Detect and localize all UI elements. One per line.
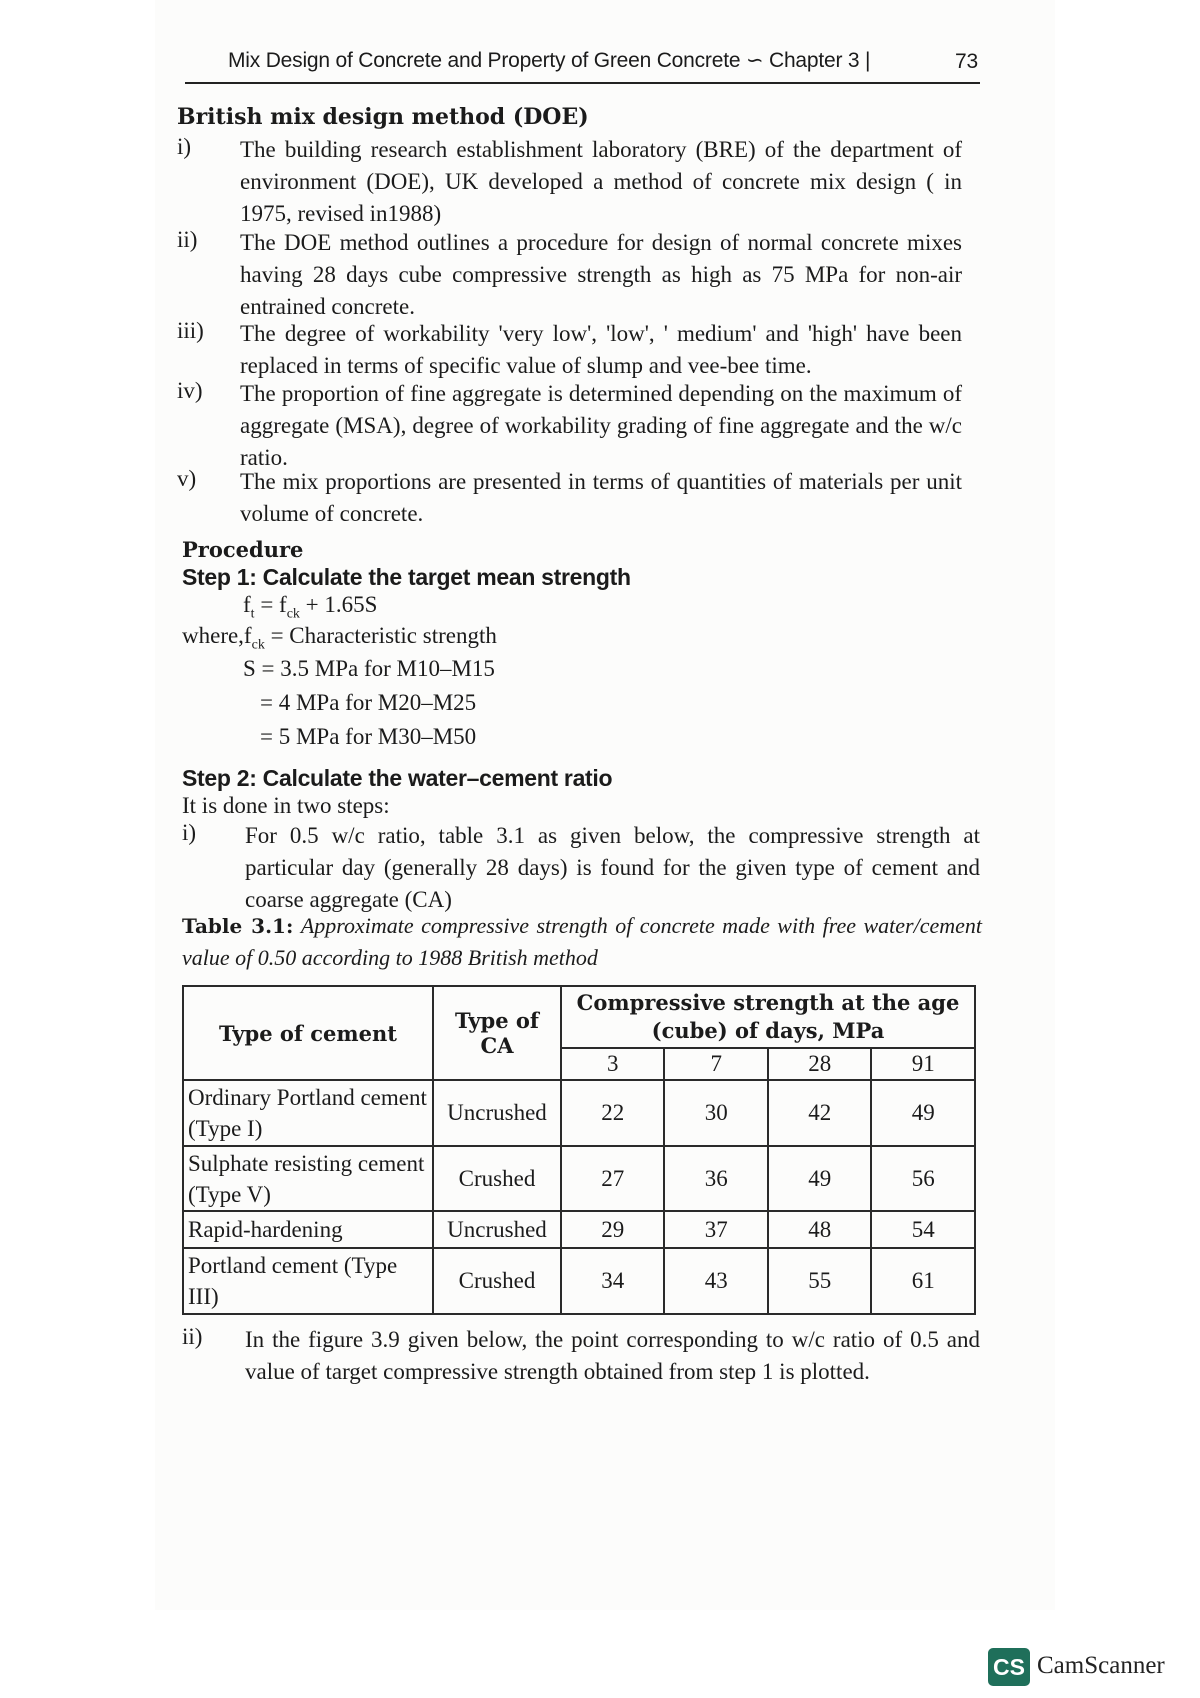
table-row: [183, 1080, 975, 1146]
age-28: 28: [768, 1048, 871, 1081]
item-text: The degree of workability 'very low', 'low', ' medium' and 'high' have been replaced in terms of specific value of slump and vee-bee time.: [240, 321, 962, 378]
s-value-line-3: = 5 MPa for M30–M50: [260, 724, 477, 749]
eq-rhs: + 1.65S: [299, 592, 378, 617]
camscanner-logo-icon: CS: [988, 1648, 1030, 1686]
target-strength-equation: [243, 592, 377, 623]
item-text: The proportion of fine aggregate is determined depending on the maximum of aggregate (MSA), degree of workability grading of fine aggregate and the w/c ratio.: [240, 381, 962, 470]
cell-value: 22: [561, 1080, 664, 1146]
table-row: [183, 1211, 975, 1248]
cell-ca: Uncrushed: [433, 1211, 561, 1248]
cell-value: 30: [664, 1080, 767, 1146]
cell-value: 27: [561, 1146, 664, 1212]
cell-value: 54: [871, 1211, 975, 1248]
age-7: 7: [664, 1048, 767, 1081]
cell-value: 49: [871, 1080, 975, 1146]
procedure-title: Procedure: [182, 537, 304, 562]
where-sub: ck: [251, 637, 265, 653]
item-number: i): [182, 820, 197, 845]
document-page: [155, 0, 1055, 1610]
cell-value: 49: [768, 1146, 871, 1212]
cell-cement: Rapid-hardening: [183, 1211, 433, 1248]
item-number: iv): [177, 378, 203, 403]
item-text: In the figure 3.9 given below, the point corresponding to w/c ratio of 0.5 and value of target compressive strength obtained from step 1 is plotted.: [245, 1327, 980, 1384]
step1-title: Step 1: Calculate the target mean strength: [182, 564, 631, 590]
header-title: Mix Design of Concrete and Property of Green Concrete ∽ Chapter 3 |: [228, 49, 871, 72]
cell-value: 29: [561, 1211, 664, 1248]
item-text: The mix proportions are presented in terms of quantities of materials per unit volume of concrete.: [240, 469, 962, 526]
table-caption-text: Approximate compressive strength of concrete made with free water/cement value of 0.50 according to 1988 British method: [182, 913, 983, 970]
eq-mid: = f: [254, 592, 287, 617]
cell-value: 61: [871, 1248, 975, 1314]
cell-value: 43: [664, 1248, 767, 1314]
cell-ca: Crushed: [433, 1146, 561, 1212]
s-value-line-2: = 4 MPa for M20–M25: [260, 690, 477, 715]
header-type-of-ca: Type of CA: [433, 986, 561, 1080]
item-text: The DOE method outlines a procedure for design of normal concrete mixes having 28 days cube compressive strength as high as 75 MPa for non-air entrained concrete.: [240, 230, 962, 319]
header-type-of-cement: Type of cement: [183, 986, 433, 1080]
item-number: ii): [177, 227, 198, 252]
cell-cement: Portland cement (Type III): [183, 1248, 433, 1314]
table-caption-label: Table 3.1:: [182, 914, 294, 938]
cell-value: 48: [768, 1211, 871, 1248]
cell-value: 42: [768, 1080, 871, 1146]
cell-value: 34: [561, 1248, 664, 1314]
table-row: [183, 1248, 975, 1314]
where-text: = Characteristic strength: [264, 623, 497, 648]
item-text: For 0.5 w/c ratio, table 3.1 as given below, the compressive strength at particular day (generally 28 days) is found for the given type of cement and coarse aggregate (CA): [245, 823, 980, 912]
cell-value: 37: [664, 1211, 767, 1248]
section-title: British mix design method (DOE): [177, 104, 589, 130]
table-caption: [182, 910, 982, 974]
step2-title: Step 2: Calculate the water–cement ratio: [182, 765, 613, 791]
eq-lhs: f: [243, 592, 251, 617]
header-compressive-strength: Compressive strength at the age (cube) of days, MPa: [561, 986, 975, 1048]
step2-intro: It is done in two steps:: [182, 793, 390, 818]
item-number: ii): [182, 1324, 203, 1349]
item-number: i): [177, 134, 192, 159]
page-number: 73: [955, 50, 978, 73]
item-number: iii): [177, 318, 204, 343]
cell-cement: Sulphate resisting cement (Type V): [183, 1146, 433, 1212]
s-value-line-1: S = 3.5 MPa for M10–M15: [243, 656, 495, 681]
cell-value: 56: [871, 1146, 975, 1212]
item-text: The building research establishment laboratory (BRE) of the department of environment (DOE), UK developed a method of concrete mix design ( in 1975, revised in1988): [240, 137, 962, 226]
cell-value: 55: [768, 1248, 871, 1314]
camscanner-watermark: CamScanner: [1037, 1652, 1165, 1679]
eq-mid-sub: ck: [286, 606, 300, 622]
cell-ca: Uncrushed: [433, 1080, 561, 1146]
age-91: 91: [871, 1048, 975, 1081]
compressive-strength-table: [182, 985, 976, 1315]
where-definition: [182, 623, 497, 654]
item-number: v): [177, 466, 197, 491]
table-row: [183, 1146, 975, 1212]
running-header: [185, 44, 980, 84]
age-3: 3: [561, 1048, 664, 1081]
eq-lhs-sub: t: [250, 606, 255, 622]
cell-value: 36: [664, 1146, 767, 1212]
cell-ca: Crushed: [433, 1248, 561, 1314]
where-prefix: where,f: [182, 623, 252, 648]
cell-cement: Ordinary Portland cement (Type I): [183, 1080, 433, 1146]
